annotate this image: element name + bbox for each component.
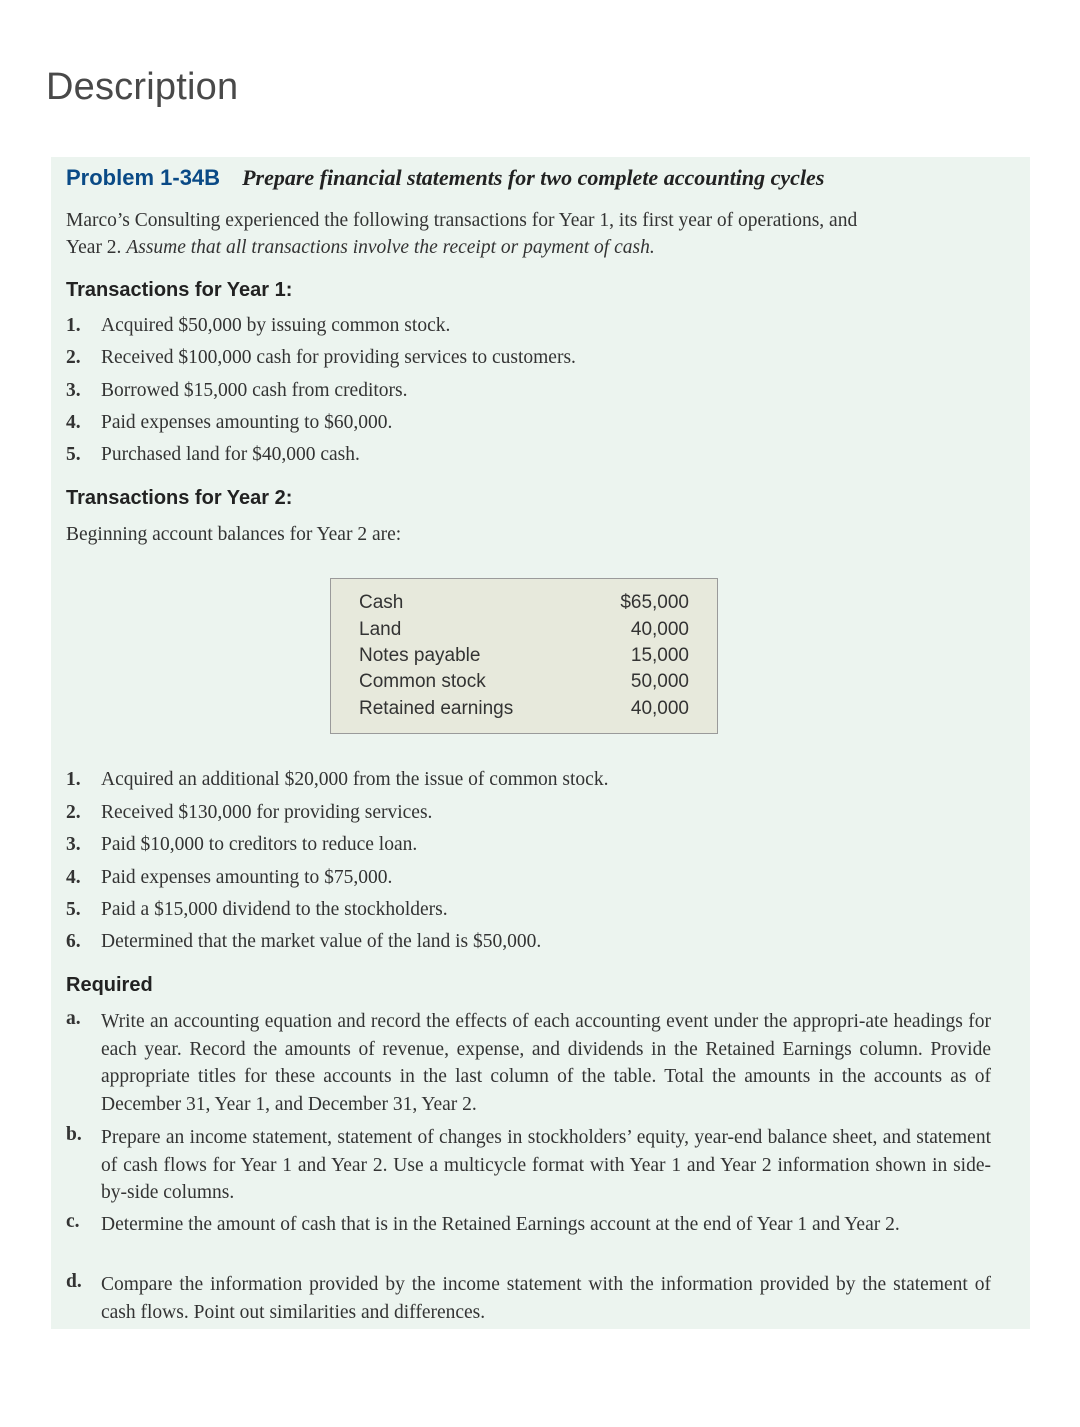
problem-number: Problem 1-34B — [66, 165, 221, 190]
intro-line-2-plain: Year 2. — [66, 237, 127, 258]
problem-subtitle: Prepare financial statements for two complete accounting cycles — [242, 165, 825, 190]
required-item — [51, 1008, 1011, 1120]
list-text: Paid expenses amounting to $75,000. — [101, 867, 393, 888]
list-number: 1. — [66, 315, 81, 336]
balance-value: 15,000 — [630, 645, 689, 666]
year2-item — [51, 867, 951, 891]
balance-label: Retained earnings — [359, 698, 514, 719]
list-text: Borrowed $15,000 cash from creditors. — [101, 380, 408, 401]
year2-heading: Transactions for Year 2: — [66, 487, 293, 509]
year2-item — [51, 834, 951, 858]
intro-line-2 — [66, 234, 857, 261]
required-text: Determine the amount of cash that is in the Retained Earnings account at the end of Year 1 and Year 2. — [101, 1214, 900, 1235]
year2-item — [51, 802, 951, 826]
required-letter: c. — [66, 1211, 80, 1232]
year2-item — [51, 769, 951, 793]
year1-heading: Transactions for Year 1: — [66, 279, 293, 301]
list-number: 1. — [66, 769, 81, 790]
required-text: Prepare an income statement, statement of changes in stockholders’ equity, year-end balance sheet, and statement of cash flows for Year 1 and Year 2. Use a multicycle format with Year 1 and Year 2 information shown in side-by-side columns. — [101, 1127, 991, 1203]
balance-label: Cash — [359, 592, 404, 613]
problem-panel — [51, 157, 1030, 1329]
year1-item — [51, 315, 951, 339]
beginning-balances-table — [330, 578, 718, 734]
list-text: Acquired $50,000 by issuing common stock. — [101, 315, 451, 336]
list-text: Paid $10,000 to creditors to reduce loan. — [101, 834, 418, 855]
list-text: Acquired an additional $20,000 from the issue of common stock. — [101, 769, 609, 790]
list-number: 5. — [66, 899, 81, 920]
required-item — [51, 1271, 1011, 1327]
list-number: 3. — [66, 380, 81, 401]
intro-line-1: Marco’s Consulting experienced the following transactions for Year 1, its first year of operations, and — [66, 210, 858, 231]
balance-value: $65,000 — [620, 592, 689, 613]
list-text: Paid expenses amounting to $60,000. — [101, 412, 393, 433]
required-letter: a. — [66, 1008, 81, 1029]
year2-item — [51, 899, 951, 923]
year1-item — [51, 412, 951, 436]
required-letter: b. — [66, 1124, 82, 1145]
list-number: 2. — [66, 802, 81, 823]
required-heading: Required — [66, 974, 153, 996]
balance-label: Land — [359, 619, 402, 640]
balances-intro: Beginning account balances for Year 2 are: — [66, 524, 402, 545]
required-letter: d. — [66, 1271, 82, 1292]
year1-item — [51, 444, 951, 468]
list-number: 3. — [66, 834, 81, 855]
list-text: Received $130,000 for providing services. — [101, 802, 433, 823]
year2-item — [51, 931, 951, 955]
list-number: 2. — [66, 347, 81, 368]
required-text: Compare the information provided by the income statement with the information provided by the statement of cash flows. Point out similarities and differences. — [101, 1274, 991, 1323]
list-text: Paid a $15,000 dividend to the stockholders. — [101, 899, 448, 920]
page-heading: Description — [46, 66, 239, 108]
problem-title — [66, 165, 824, 191]
balance-label: Notes payable — [359, 645, 481, 666]
balance-value: 40,000 — [630, 619, 689, 640]
list-text: Purchased land for $40,000 cash. — [101, 444, 360, 465]
intro-paragraph — [66, 207, 857, 261]
year1-item — [51, 347, 951, 371]
list-number: 6. — [66, 931, 81, 952]
required-item — [51, 1211, 1011, 1267]
intro-line-2-italic: Assume that all transactions involve the receipt or payment of cash. — [126, 237, 655, 258]
balance-label: Common stock — [359, 671, 486, 692]
list-number: 4. — [66, 412, 81, 433]
required-text: Write an accounting equation and record the effects of each accounting event under the appropri-ate headings for each year. Record the amounts of revenue, expense, and dividends in the Retained Earnings column. Provide appropriate titles for these accounts in the last column of the table. Total the amounts in the accounts as of December 31, Year 1, and December 31, Year 2. — [101, 1011, 991, 1115]
balance-value: 40,000 — [630, 698, 689, 719]
list-number: 4. — [66, 867, 81, 888]
list-text: Received $100,000 cash for providing services to customers. — [101, 347, 576, 368]
required-item — [51, 1124, 1011, 1208]
balance-value: 50,000 — [630, 671, 689, 692]
list-number: 5. — [66, 444, 81, 465]
list-text: Determined that the market value of the land is $50,000. — [101, 931, 542, 952]
year1-item — [51, 380, 951, 404]
